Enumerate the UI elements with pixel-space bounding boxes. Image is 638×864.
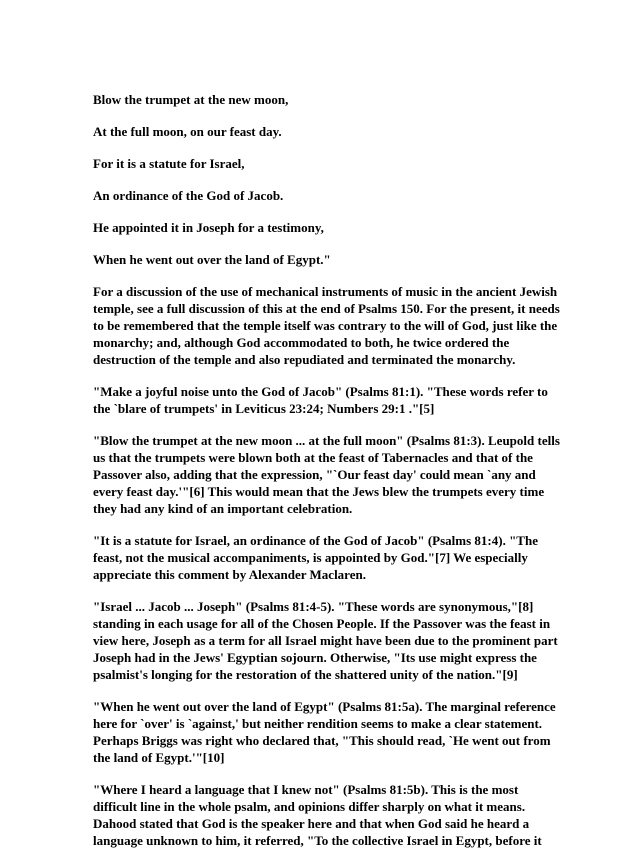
text-line: "Where I heard a language that I knew not" (Psalms 81:5b). This is the most — [93, 782, 519, 797]
text-line: the `blare of trumpets' in Leviticus 23:24; Numbers 29:1 ."[5] — [93, 401, 435, 416]
text-line: us that the trumpets were blown both at the feast of Tabernacles and that of the — [93, 450, 533, 465]
text-line: view here, Joseph as a term for all Israel might have been due to the prominent part — [93, 633, 558, 648]
text-line: here for `over' is `against,' but neither rendition seems to make a clear statement. — [93, 716, 543, 731]
verse-line: When he went out over the land of Egypt." — [93, 252, 331, 267]
paragraph-instruments — [93, 283, 560, 368]
text-line: Perhaps Briggs was right who declared that, "This should read, `He went out from — [93, 733, 551, 748]
text-line: standing in each usage for all of the Chosen People. If the Passover was the feast in — [93, 616, 551, 631]
verse-line: For it is a statute for Israel, — [93, 156, 245, 171]
text-line: "It is a statute for Israel, an ordinance of the God of Jacob" (Psalms 81:4). "The — [93, 533, 538, 548]
text-line: destruction of the temple and also repudiated and terminated the monarchy. — [93, 352, 516, 367]
paragraph-israel-jacob-joseph — [93, 598, 558, 683]
text-line: For a discussion of the use of mechanical instruments of music in the ancient Jewish — [93, 284, 558, 299]
text-line: Passover also, adding that the expression, "`Our feast day' could mean `any and — [93, 467, 536, 482]
text-line: feast, not the musical accompaniments, is appointed by God."[7] We especially — [93, 550, 528, 565]
paragraph-blow-trumpet — [93, 432, 560, 517]
verse-line: An ordinance of the God of Jacob. — [93, 188, 284, 203]
verse-line: At the full moon, on our feast day. — [93, 124, 282, 139]
text-line: language unknown to him, it referred, "To the collective Israel in Egypt, before it — [93, 833, 542, 848]
text-line: they had any kind of an important celebration. — [93, 501, 353, 516]
paragraph-joyful-noise — [93, 383, 553, 417]
text-line: Dahood stated that God is the speaker here and that when God said he heard a — [93, 816, 530, 831]
text-line: Joseph had in the Jews' Egyptian sojourn. Otherwise, "Its use might express the — [93, 650, 537, 665]
text-line: "Blow the trumpet at the new moon ... at the full moon" (Psalms 81:3). Leupold tells — [93, 433, 560, 448]
text-line: monarchy; and, although God accommodated to both, he twice ordered the — [93, 335, 510, 350]
text-line: "When he went out over the land of Egypt" (Psalms 81:5a). The marginal reference — [93, 699, 556, 714]
text-line: difficult line in the whole psalm, and opinions differ sharply on what it means. — [93, 799, 526, 814]
text-line: "Make a joyful noise unto the God of Jacob" (Psalms 81:1). "These words refer to — [93, 384, 548, 399]
verse-line: Blow the trumpet at the new moon, — [93, 92, 289, 107]
commentary-body — [93, 283, 560, 849]
text-line: appreciate this comment by Alexander Maclaren. — [93, 567, 366, 582]
document-page — [93, 91, 560, 864]
text-line: "Israel ... Jacob ... Joseph" (Psalms 81:4-5). "These words are synonymous,"[8] — [93, 599, 534, 614]
text-line: psalmist's longing for the restoration of the shattered unity of the nation."[9] — [93, 667, 518, 682]
paragraph-land-of-egypt — [93, 698, 556, 766]
text-line: temple, see a full discussion of this at the end of Psalms 150. For the present, it needs — [93, 301, 560, 316]
text-line: every feast day.'"[6] This would mean that the Jews blew the trumpets every time — [93, 484, 545, 499]
verse-line: He appointed it in Joseph for a testimony, — [93, 220, 324, 235]
paragraph-language — [93, 781, 553, 849]
paragraph-statute — [93, 532, 553, 583]
verse-block — [93, 91, 553, 268]
text-line: to be remembered that the temple itself was contrary to the will of God, just like the — [93, 318, 558, 333]
text-line: the land of Egypt.'"[10] — [93, 750, 225, 765]
